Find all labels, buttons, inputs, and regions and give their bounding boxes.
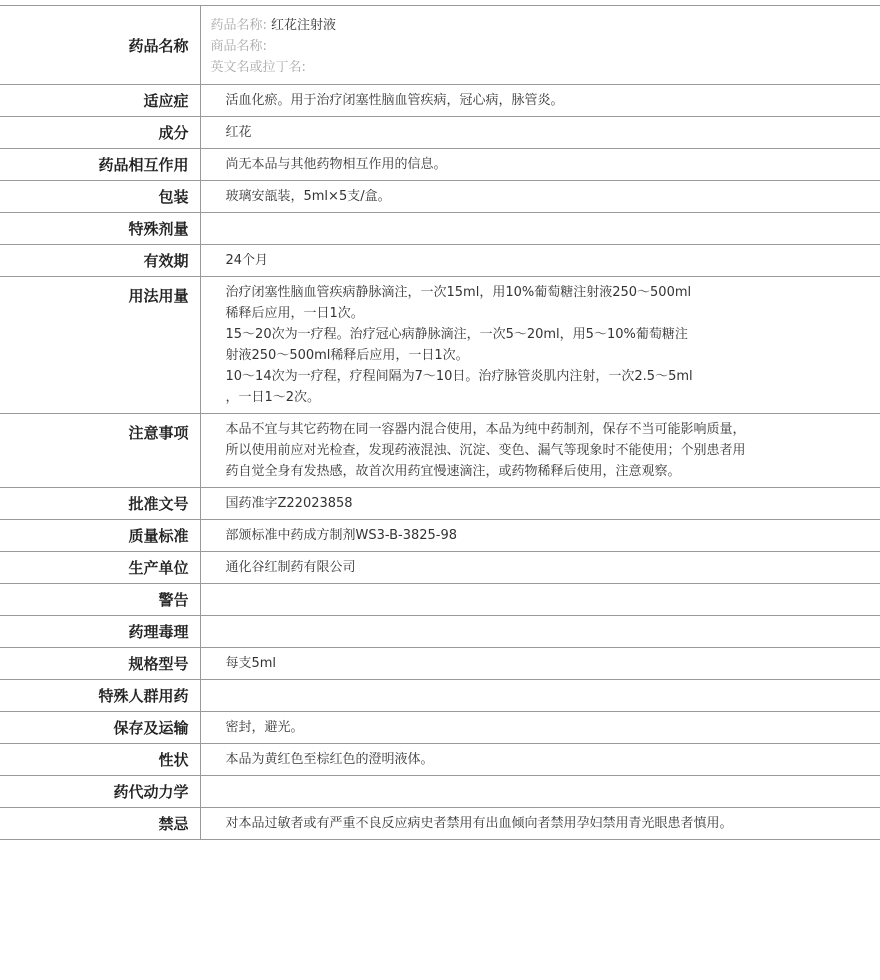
- trade-name-key: 商品名称:: [210, 39, 267, 54]
- row-contraindications: [0, 808, 880, 840]
- row-label-appearance: 性状: [0, 744, 200, 776]
- precautions-line: 所以使用前应对光检查，发现药液混浊、沉淀、变色、漏气等现象时不能使用；个别患者用: [225, 443, 746, 458]
- row-label-shelf-life: 有效期: [0, 245, 200, 277]
- row-label-storage: 保存及运输: [0, 712, 200, 744]
- usage-dosage-line: 10～14次为一疗程，疗程间隔为7～10日。治疗脉管炎肌内注射，一次2.5～5ml: [225, 369, 693, 384]
- row-value-special-population: [200, 680, 880, 712]
- row-label-drug-name: 药品名称: [0, 6, 200, 85]
- row-label-pharmacokinetics: 药代动力学: [0, 776, 200, 808]
- generic-name-value: 红花注射液: [271, 18, 337, 33]
- row-label-precautions: 注意事项: [0, 414, 200, 488]
- row-label-warning: 警告: [0, 584, 200, 616]
- row-interactions: [0, 149, 880, 181]
- row-label-ingredients: 成分: [0, 117, 200, 149]
- precautions-line: 药自觉全身有发热感，故首次用药宜慢速滴注，或药物稀释后使用，注意观察。: [225, 464, 681, 479]
- row-precautions: [0, 414, 880, 488]
- row-value-contraindications: 对本品过敏者或有严重不良反应病史者禁用有出血倾向者禁用孕妇禁用青光眼患者慎用。: [225, 816, 733, 831]
- row-value-warning: [200, 584, 880, 616]
- row-label-quality-standard: 质量标准: [0, 520, 200, 552]
- usage-dosage-line: ，一日1～2次。: [225, 390, 321, 405]
- usage-dosage-line: 治疗闭塞性脑血管疾病静脉滴注，一次15ml，用10%葡萄糖注射液250～500ml: [225, 285, 692, 300]
- row-usage-dosage: [0, 277, 880, 414]
- row-label-contraindications: 禁忌: [0, 808, 200, 840]
- english-name-line: [211, 57, 871, 78]
- row-label-usage-dosage: 用法用量: [0, 277, 200, 414]
- row-value-indications: 活血化瘀。用于治疗闭塞性脑血管疾病，冠心病，脉管炎。: [225, 93, 564, 108]
- row-value-interactions: 尚无本品与其他药物相互作用的信息。: [225, 157, 447, 172]
- generic-name-line: [211, 15, 871, 36]
- row-value-quality-standard: 部颁标准中药成方制剂WS3-B-3825-98: [225, 528, 458, 543]
- row-value-pharmacology: [200, 616, 880, 648]
- row-label-packaging: 包装: [0, 181, 200, 213]
- row-packaging: [0, 181, 880, 213]
- row-quality-standard: [0, 520, 880, 552]
- row-label-specification: 规格型号: [0, 648, 200, 680]
- row-storage: [0, 712, 880, 744]
- row-indications: [0, 85, 880, 117]
- row-label-pharmacology: 药理毒理: [0, 616, 200, 648]
- usage-dosage-line: 稀释后应用，一日1次。: [225, 306, 364, 321]
- row-value-approval-number: 国药准字Z22023858: [225, 496, 353, 511]
- row-specification: [0, 648, 880, 680]
- row-value-ingredients: 红花: [225, 125, 252, 140]
- row-value-storage: 密封，避光。: [225, 720, 304, 735]
- row-pharmacokinetics: [0, 776, 880, 808]
- generic-name-key: 药品名称:: [210, 18, 267, 33]
- drug-info-table: [0, 5, 880, 840]
- row-approval-number: [0, 488, 880, 520]
- row-special-dosage: [0, 213, 880, 245]
- row-appearance: [0, 744, 880, 776]
- english-name-key: 英文名或拉丁名:: [210, 60, 306, 75]
- row-special-population: [0, 680, 880, 712]
- usage-dosage-line: 15～20次为一疗程。治疗冠心病静脉滴注，一次5～20ml，用5～10%葡萄糖注: [225, 327, 688, 342]
- row-value-shelf-life: 24个月: [225, 253, 269, 268]
- row-label-interactions: 药品相互作用: [0, 149, 200, 181]
- row-drug-name: [0, 6, 880, 85]
- row-manufacturer: [0, 552, 880, 584]
- row-value-manufacturer: 通化谷红制药有限公司: [225, 560, 356, 575]
- row-ingredients: [0, 117, 880, 149]
- row-label-manufacturer: 生产单位: [0, 552, 200, 584]
- row-label-indications: 适应症: [0, 85, 200, 117]
- usage-dosage-line: 射液250～500ml稀释后应用，一日1次。: [225, 348, 469, 363]
- row-value-special-dosage: [200, 213, 880, 245]
- row-warning: [0, 584, 880, 616]
- row-pharmacology: [0, 616, 880, 648]
- row-value-usage-dosage: [200, 277, 880, 414]
- row-value-packaging: 玻璃安瓿装，5ml×5支/盒。: [225, 189, 391, 204]
- precautions-line: 本品不宜与其它药物在同一容器内混合使用，本品为纯中药制剂，保存不当可能影响质量，: [225, 422, 746, 437]
- row-value-specification: 每支5ml: [225, 656, 277, 671]
- row-value-appearance: 本品为黄红色至棕红色的澄明液体。: [225, 752, 434, 767]
- row-label-special-population: 特殊人群用药: [0, 680, 200, 712]
- row-value-precautions: [200, 414, 880, 488]
- trade-name-line: [211, 36, 871, 57]
- row-value-pharmacokinetics: [200, 776, 880, 808]
- row-label-approval-number: 批准文号: [0, 488, 200, 520]
- row-label-special-dosage: 特殊剂量: [0, 213, 200, 245]
- drug-name-block: [200, 6, 880, 85]
- row-shelf-life: [0, 245, 880, 277]
